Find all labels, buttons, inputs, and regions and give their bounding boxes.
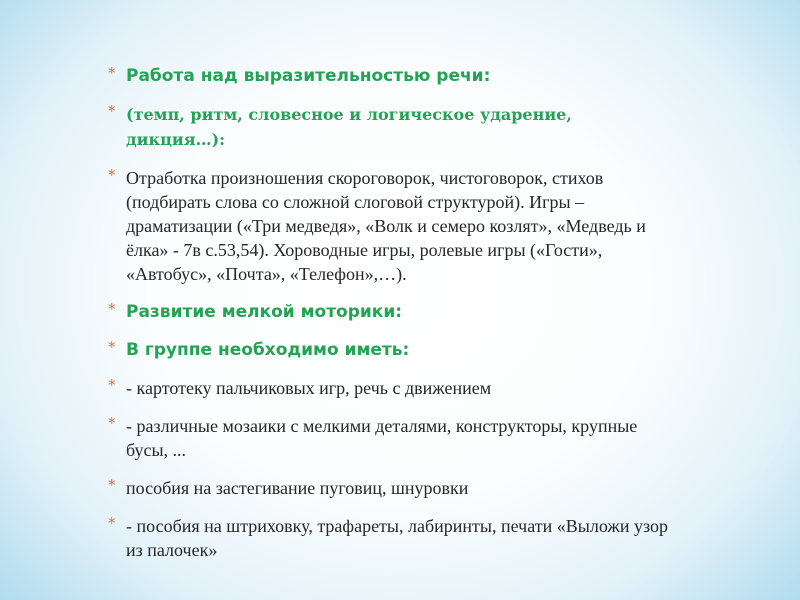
bullet-item xyxy=(108,338,668,362)
bullet-text: - картотеку пальчиковых игр, речь с движением xyxy=(126,378,492,398)
bullet-marker-icon: * xyxy=(108,338,116,356)
bullet-marker-icon: * xyxy=(108,64,116,82)
bullet-text: - различные мозаики с мелкими деталями, конструкторы, крупные бусы, ... xyxy=(126,416,638,460)
bullet-item xyxy=(108,414,668,462)
bullet-marker-icon: * xyxy=(108,376,116,394)
bullet-text: - пособия на штриховку, трафареты, лабиринты, печати «Выложи узор из палочек» xyxy=(126,516,668,560)
bullet-text: Отработка произношения скороговорок, чистоговорок, стихов (подбирать слова со сложной слоговой структурой). Игры – драматизации («Три медведя», «Волк и семеро козлят», «Медведь и ёлка» - 7в с.53,54). Хороводные игры, ролевые игры («Гости», «Автобус», «Почта», «Телефон»,…). xyxy=(126,168,646,284)
bullet-marker-icon: * xyxy=(108,514,116,532)
bullet-list xyxy=(108,64,668,576)
bullet-marker-icon: * xyxy=(108,102,116,120)
bullet-text-heading: В группе необходимо иметь: xyxy=(126,340,410,360)
bullet-text: пособия на застегивание пуговиц, шнуровки xyxy=(126,478,469,498)
bullet-text-heading: Развитие мелкой моторики: xyxy=(126,302,403,322)
bullet-item xyxy=(108,476,668,500)
bullet-marker-icon: * xyxy=(108,414,116,432)
bullet-item xyxy=(108,300,668,324)
bullet-marker-icon: * xyxy=(108,300,116,318)
bullet-item xyxy=(108,64,668,88)
bullet-item xyxy=(108,376,668,400)
bullet-item xyxy=(108,102,668,152)
bullet-item xyxy=(108,514,668,562)
bullet-text-subheading: (темп, ритм, словесное и логическое ударение, дикция…): xyxy=(126,105,572,149)
bullet-marker-icon: * xyxy=(108,476,116,494)
bullet-text-heading: Работа над выразительностью речи: xyxy=(126,66,491,86)
bullet-item xyxy=(108,166,668,286)
bullet-marker-icon: * xyxy=(108,166,116,184)
